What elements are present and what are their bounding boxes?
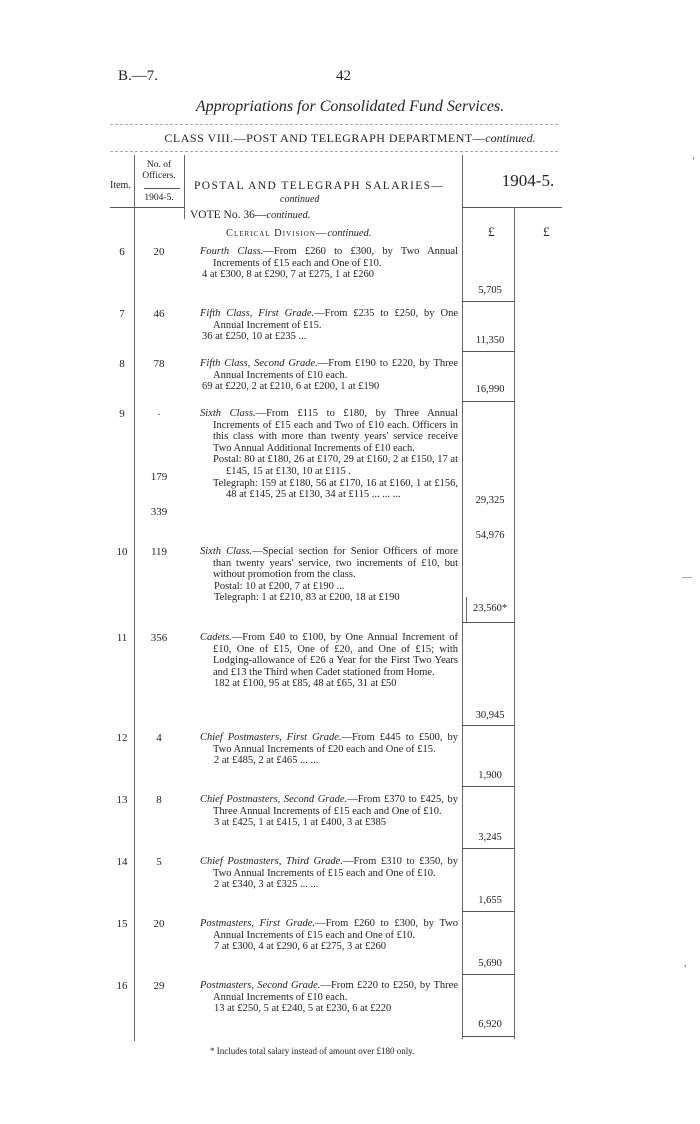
row-amount: 5,705 bbox=[478, 285, 502, 296]
row-description bbox=[200, 856, 458, 891]
row-text: —From £115 to £180, by Three Annual Increments of £15 each and Two of £10 each. Officers in this class with more than twenty years' service receive Two Annual Additional Increments of £10 each. bbox=[213, 408, 458, 454]
item-number: 6 bbox=[119, 246, 125, 258]
row-text: —Special section for Senior Officers of more than twenty years' service, two increments of £10, but without promotion from the class. bbox=[213, 546, 458, 581]
row-text: —From £40 to £100, by One Annual Increment of £10, One of £15, One of £20, and One of £15; with Lodging-allowance of £26 a Year for the First Two Years and £13 the Third when Cadet stationed from Home. bbox=[213, 632, 458, 678]
row-detail: 36 at £250, 10 at £235 ... bbox=[202, 331, 307, 343]
amount-rule bbox=[462, 725, 514, 726]
row-title: Sixth Class. bbox=[200, 408, 256, 419]
row-title: Chief Postmasters, First Grade. bbox=[200, 732, 342, 743]
row-text: —From £260 to £300, by Two Annual Increments of £15 each and One of £10. bbox=[213, 246, 458, 269]
row-text: —From £235 to £250, by One Annual Increment of £15. bbox=[213, 308, 458, 331]
officer-count: 4 bbox=[156, 732, 162, 744]
item-number: 14 bbox=[116, 856, 128, 868]
row-detail: 4 at £300, 8 at £290, 7 at £275, 1 at £260 bbox=[202, 269, 375, 281]
margin-mark: , bbox=[684, 958, 687, 969]
officer-count-postal: 179 bbox=[150, 471, 168, 483]
row-description bbox=[200, 308, 458, 343]
amount-rule bbox=[462, 848, 514, 849]
amount-rule bbox=[462, 401, 514, 402]
margin-mark: ‘ bbox=[692, 156, 696, 167]
header-bottom-rule-officers bbox=[134, 207, 184, 208]
vote-heading bbox=[190, 209, 310, 221]
row-description bbox=[200, 358, 458, 393]
class-heading bbox=[0, 131, 700, 146]
row-text: —From £445 to £500, by Two Annual Increments of £20 each and One of £15. bbox=[213, 732, 458, 755]
row-detail: 2 at £340, 3 at £325 ... ... bbox=[214, 879, 319, 891]
row-title: Fifth Class, Second Grade. bbox=[200, 358, 318, 369]
officer-count: 20 bbox=[153, 246, 165, 258]
row-detail: 69 at £220, 2 at £210, 6 at £200, 1 at £190 bbox=[202, 381, 380, 393]
row-title: Fourth Class. bbox=[200, 246, 264, 257]
item-number: 7 bbox=[119, 308, 125, 320]
row-title: Chief Postmasters, Third Grade. bbox=[200, 856, 343, 867]
item-number: 15 bbox=[116, 918, 128, 930]
item-number: 16 bbox=[116, 980, 128, 992]
row-amount: 30,945 bbox=[475, 710, 505, 721]
class-rule bbox=[110, 151, 558, 152]
amount-rule bbox=[462, 622, 514, 623]
item-number: 11 bbox=[116, 632, 128, 644]
officer-count: . bbox=[157, 406, 161, 418]
amount-rule bbox=[462, 301, 514, 302]
row-amount: 1,900 bbox=[478, 770, 502, 781]
row-detail: 3 at £425, 1 at £415, 1 at £400, 3 at £385 bbox=[214, 817, 387, 829]
row-amount: 3,245 bbox=[478, 832, 502, 843]
column-rule-officers bbox=[184, 155, 185, 219]
header-year: 1904-5. bbox=[501, 171, 555, 190]
margin-mark: — bbox=[682, 572, 692, 583]
row-title: Cadets. bbox=[200, 632, 232, 643]
amount-rule bbox=[462, 1036, 514, 1037]
row-detail: 13 at £250, 5 at £240, 5 at £230, 6 at £220 bbox=[214, 1003, 392, 1015]
row-description bbox=[200, 732, 458, 767]
item-number: 8 bbox=[119, 358, 125, 370]
officer-count: 29 bbox=[153, 980, 165, 992]
row-amount: 16,990 bbox=[475, 384, 505, 395]
row-amount-telegraph: 54,976 bbox=[475, 530, 505, 541]
amount-rule bbox=[462, 351, 514, 352]
header-officers: No. of Officers. bbox=[142, 160, 176, 181]
amount-rule bbox=[462, 974, 514, 975]
row-title: Postmasters, Second Grade. bbox=[200, 980, 321, 991]
officer-count: 46 bbox=[153, 308, 165, 320]
row-description bbox=[200, 546, 458, 604]
division-heading bbox=[226, 228, 371, 239]
row-description bbox=[200, 632, 458, 690]
row-description bbox=[200, 408, 458, 501]
officer-count: 78 bbox=[153, 358, 165, 370]
item-number: 9 bbox=[119, 408, 125, 420]
footnote: * Includes total salary instead of amount over £180 only. bbox=[210, 1046, 415, 1056]
officers-header-rule bbox=[144, 188, 180, 189]
row-detail: 182 at £100, 95 at £85, 48 at £65, 31 at £50 bbox=[214, 678, 397, 690]
officer-count: 356 bbox=[150, 632, 168, 644]
officer-count: 119 bbox=[150, 546, 168, 558]
row-amount: 1,655 bbox=[478, 895, 502, 906]
header-officers-year: 1904-5. bbox=[144, 193, 174, 203]
row-text: —From £310 to £350, by Two Annual Increments of £15 each and One of £10. bbox=[213, 856, 459, 879]
header-bottom-rule-left bbox=[110, 207, 134, 208]
column-rule-item bbox=[134, 155, 135, 1041]
column-rule-amount bbox=[514, 207, 515, 1039]
amount-rule bbox=[462, 786, 514, 787]
row-detail: 7 at £300, 4 at £290, 6 at £275, 3 at £260 bbox=[214, 941, 387, 953]
header-section: POSTAL AND TELEGRAPH SALARIES— bbox=[194, 180, 445, 192]
vote-label: VOTE No. 36— bbox=[190, 209, 267, 221]
header-bottom-rule-amounts bbox=[462, 207, 562, 208]
row-description bbox=[200, 794, 458, 829]
row-amount: 5,690 bbox=[478, 958, 502, 969]
row-text: —From £370 to £425, by Three Annual Increments of £15 each and One of £10. bbox=[213, 794, 458, 817]
row-description bbox=[200, 918, 458, 953]
document-reference: B.—7. bbox=[118, 68, 159, 84]
item-number: 13 bbox=[116, 794, 128, 806]
row-text: —From £220 to £250, by Three Annual Increments of £10 each. bbox=[213, 980, 458, 1003]
item-number: 10 bbox=[116, 546, 128, 558]
column-rule-text bbox=[462, 155, 463, 1039]
header-item: Item. bbox=[110, 180, 131, 191]
row-amount: 23,560* bbox=[472, 603, 508, 614]
officer-count: 5 bbox=[156, 856, 162, 868]
vote-cont: continued. bbox=[266, 210, 311, 221]
row-telegraph: Telegraph: 1 at £210, 83 at £200, 18 at £190 bbox=[214, 592, 400, 604]
row-telegraph: Telegraph: 159 at £180, 56 at £170, 16 at £160, 1 at £156, 48 at £145, 25 at £130, 34 at £115 ... ... ... bbox=[213, 477, 458, 501]
class-heading-cont: continued. bbox=[485, 131, 536, 145]
title-rule bbox=[110, 124, 558, 125]
item-number: 12 bbox=[116, 732, 128, 744]
officer-count: 8 bbox=[156, 794, 162, 806]
row-amount-postal: 29,325 bbox=[475, 495, 505, 506]
row-title: Postmasters, First Grade. bbox=[200, 918, 316, 929]
row-title: Sixth Class. bbox=[200, 546, 253, 557]
officer-count-telegraph: 339 bbox=[150, 506, 168, 518]
row-title: Fifth Class, First Grade. bbox=[200, 308, 315, 319]
row-title: Chief Postmasters, Second Grade. bbox=[200, 794, 348, 805]
row-description bbox=[200, 246, 458, 281]
officer-count: 20 bbox=[153, 918, 165, 930]
row-text: —From £260 to £300, by Two Annual Increments of £15 each and One of £10. bbox=[213, 918, 458, 941]
division-cont: continued. bbox=[327, 228, 372, 239]
page-title: Appropriations for Consolidated Fund Services. bbox=[195, 98, 505, 115]
row-amount: 11,350 bbox=[475, 335, 505, 346]
header-section-cont: continued bbox=[280, 194, 320, 205]
amount-rule bbox=[462, 911, 514, 912]
row-detail: 2 at £485, 2 at £465 ... ... bbox=[214, 755, 319, 767]
row-amount: 6,920 bbox=[478, 1019, 502, 1030]
row-postal: Postal: 10 at £200, 7 at £190 ... bbox=[214, 580, 345, 592]
page-number: 42 bbox=[336, 68, 351, 84]
currency-col2: £ bbox=[543, 224, 550, 239]
currency-col1: £ bbox=[488, 224, 495, 239]
row-text: —From £190 to £220, by Three Annual Increments of £10 each. bbox=[213, 358, 458, 381]
class-heading-main: CLASS VIII.—POST AND TELEGRAPH DEPARTMENT— bbox=[164, 131, 486, 145]
row-description bbox=[200, 980, 458, 1015]
row-postal: Postal: 80 at £180, 26 at £170, 29 at £160, 2 at £150, 17 at £145, 15 at £130, 10 at £115 . bbox=[213, 454, 458, 477]
division-label: Clerical Division— bbox=[226, 228, 328, 239]
